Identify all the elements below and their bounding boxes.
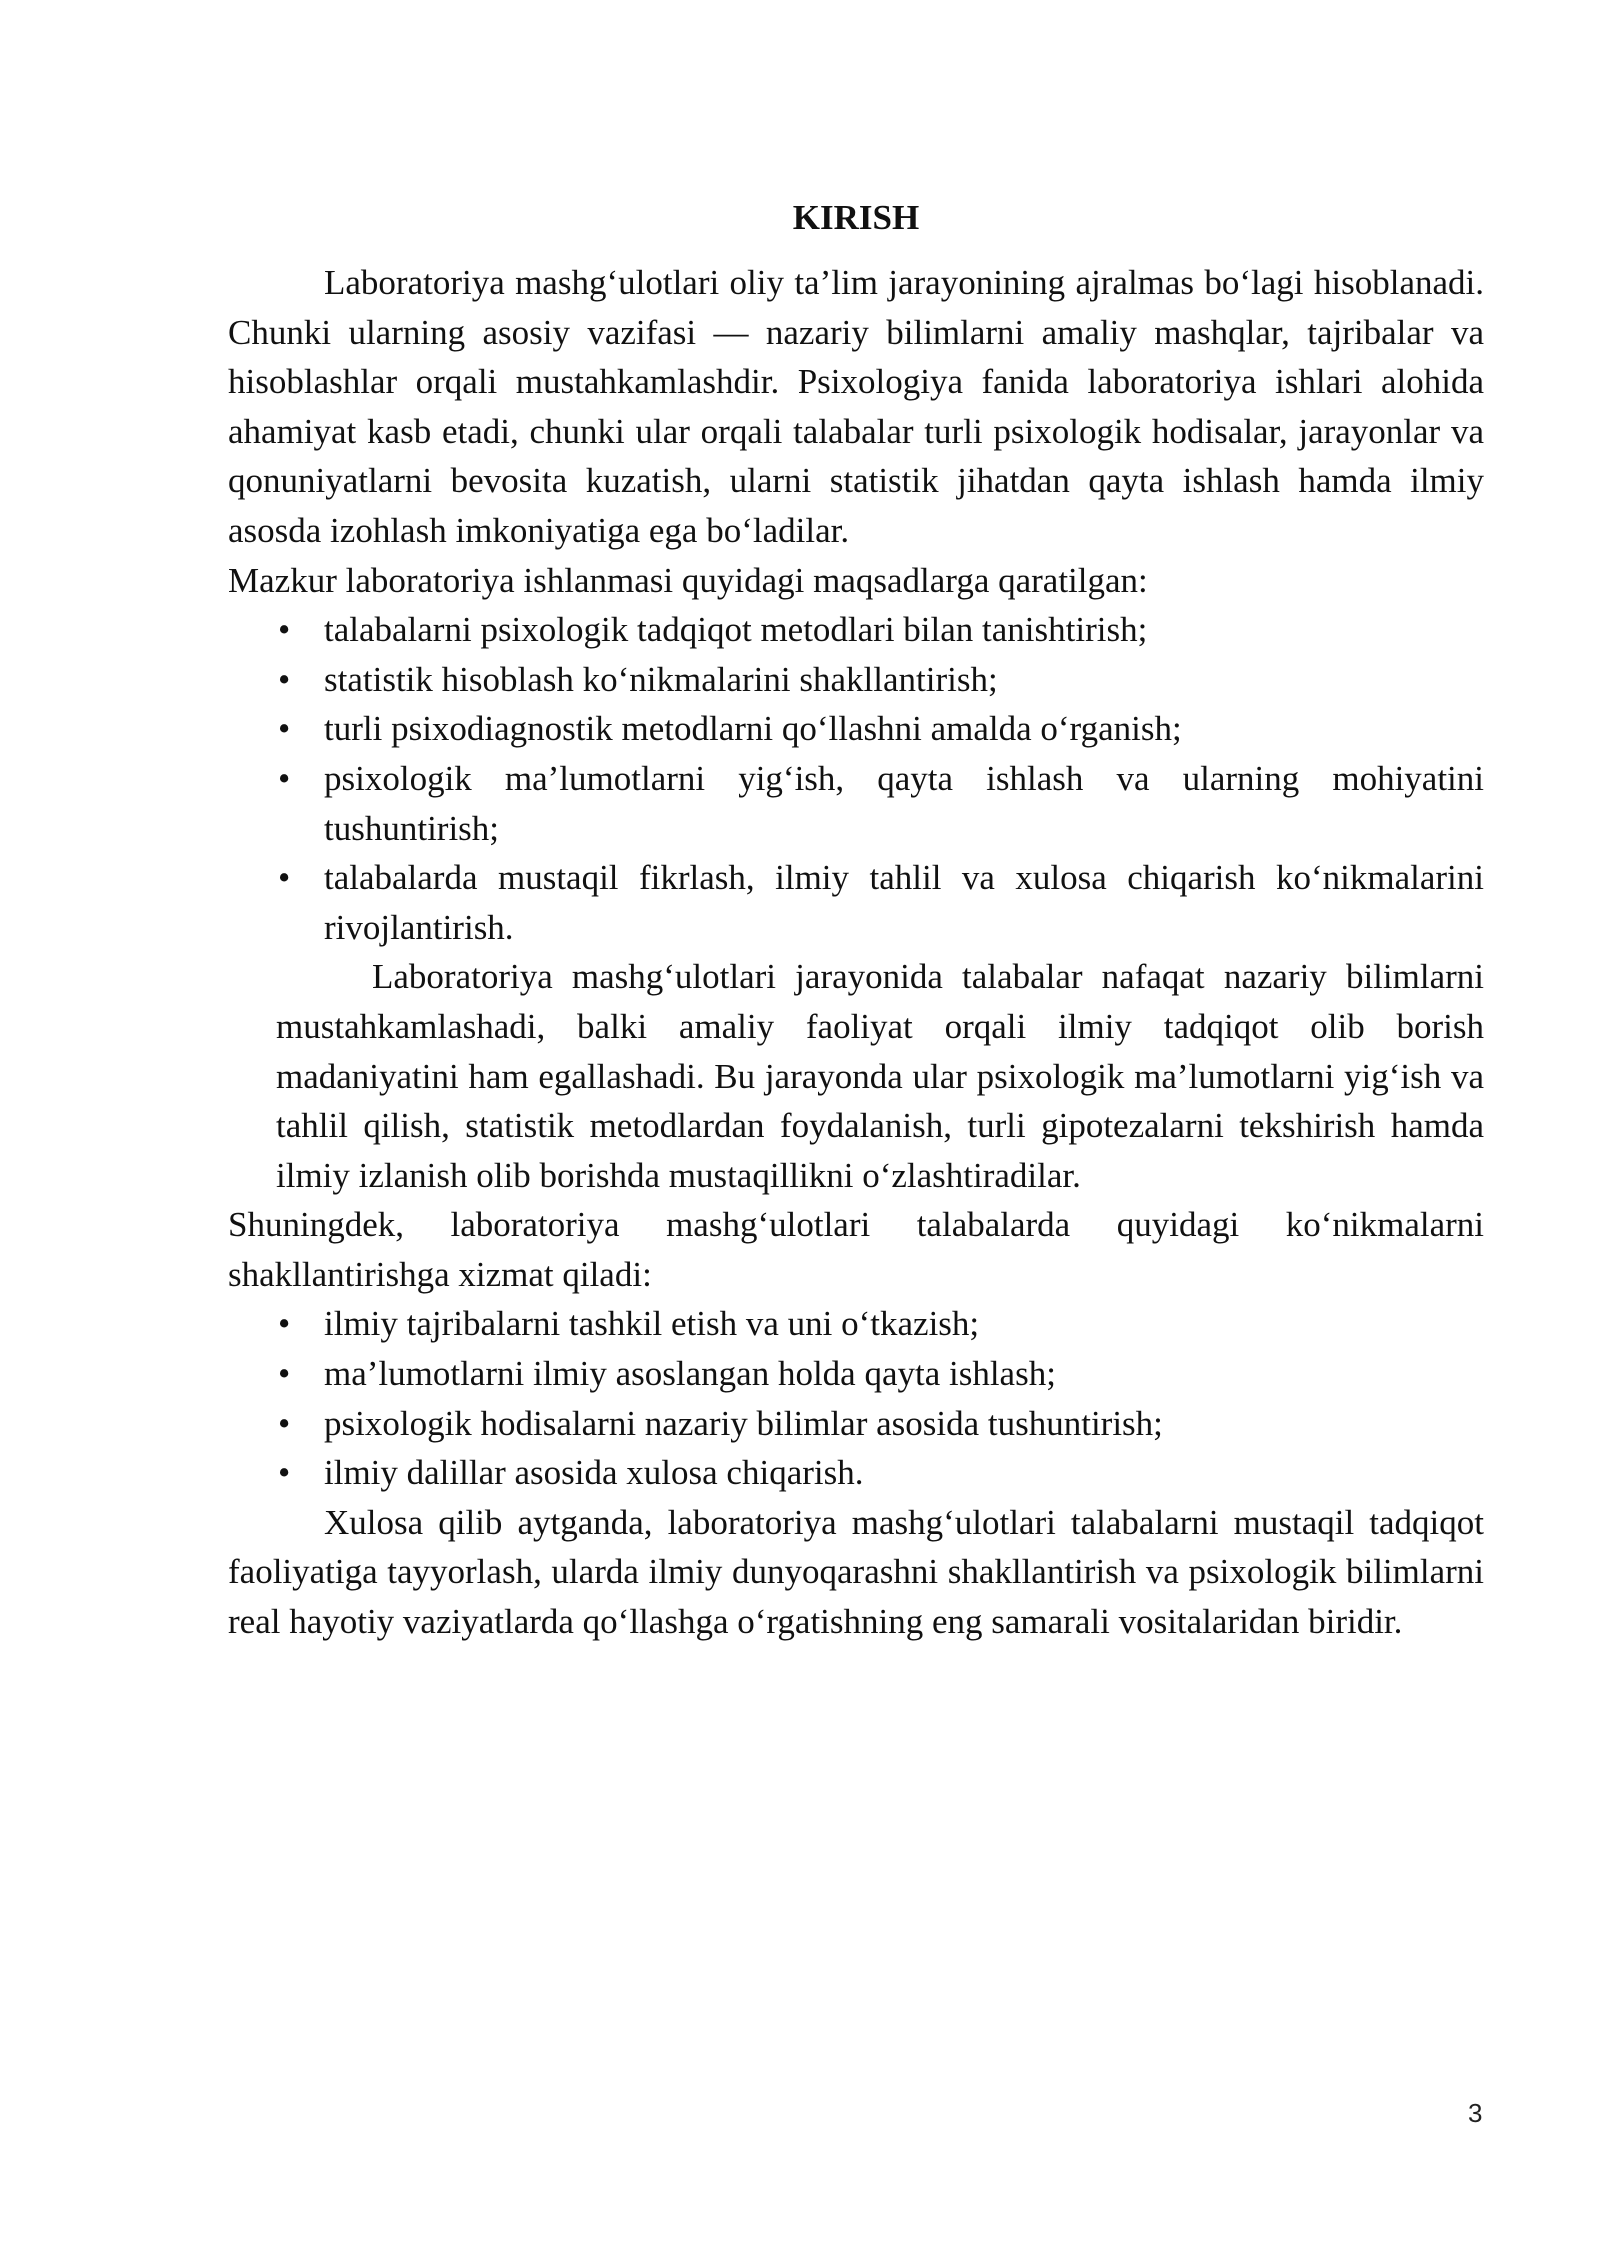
bullet-icon: • [278, 1354, 291, 1394]
skills-list [228, 1299, 1484, 1497]
list-item [228, 1448, 1484, 1498]
list-item-text: ilmiy dalillar asosida xulosa chiqarish. [324, 1453, 864, 1493]
bullet-icon: • [278, 1453, 291, 1493]
list-item [228, 704, 1484, 754]
goals-intro-paragraph: Mazkur laboratoriya ishlanmasi quyidagi maqsadlarga qaratilgan: [228, 560, 1148, 600]
list-item-text: turli psixodiagnostik metodlarni qo‘llashni amalda o‘rganish; [324, 709, 1182, 749]
list-item-text: ilmiy tajribalarni tashkil etish va uni o‘tkazish; [324, 1304, 980, 1344]
bullet-icon: • [278, 659, 291, 699]
list-item-text: psixologik ma’lumotlarni yig‘ish, qayta ishlash va ularning mohiyatini tushuntirish; [324, 758, 1484, 848]
skills-intro-paragraph: Shuningdek, laboratoriya mashg‘ulotlari talabalarda quyidagi ko‘nikmalarni shakllantirishga xizmat qiladi: [228, 1205, 1484, 1294]
conclusion-paragraph: Xulosa qilib aytganda, laboratoriya mashg‘ulotlari talabalarni mustaqil tadqiqot faoliyatiga tayyorlash, ularda ilmiy dunyoqarashni shakllantirish va psixologik bilimlarni real hayotiy vaziyatlarda qo‘llashga o‘rgatishning eng samarali vositalaridan biridir. [228, 1502, 1484, 1642]
list-item-text: psixologik hodisalarni nazariy bilimlar asosida tushuntirish; [324, 1403, 1163, 1443]
intro-paragraph: Laboratoriya mashg‘ulotlari oliy ta’lim jarayonining ajralmas bo‘lagi hisoblanadi. Chunki ularning asosiy vazifasi — nazariy bilimlarni amaliy mashqlar, tajribalar va hisoblashlar orqali mustahkamlashdir. Psixologiya fanida laboratoriya ishlari alohida ahamiyat kasb etadi, chunki ular orqali talabalar turli psixologik hodisalar, jarayonlar va qonuniyatlarni bevosita kuzatish, ularni statistik jihatdan qayta ishlash hamda ilmiy asosda izohlash imkoniyatiga ega bo‘ladilar. [228, 263, 1484, 550]
bullet-icon: • [278, 1403, 291, 1443]
list-item-text: talabalarda mustaqil fikrlash, ilmiy tahlil va xulosa chiqarish ko‘nikmalarini rivojlantirish. [324, 858, 1484, 947]
list-item [228, 853, 1484, 952]
list-item [228, 754, 1484, 853]
list-item-text: statistik hisoblash ko‘nikmalarini shakllantirish; [324, 659, 998, 699]
list-item [228, 1349, 1484, 1399]
list-item [228, 1399, 1484, 1449]
bullet-icon: • [278, 1304, 291, 1344]
bullet-icon: • [278, 610, 291, 650]
goals-list [228, 605, 1484, 952]
process-paragraph: Laboratoriya mashg‘ulotlari jarayonida talabalar nafaqat nazariy bilimlarni mustahkamlashadi, balki amaliy faoliyat orqali ilmiy tadqiqot olib borish madaniyatini ham egallashadi. Bu jarayonda ular psixologik ma’lumotlarni yig‘ish va tahlil qilish, statistik metodlardan foydalanish, turli gipotezalarni tekshirish hamda ilmiy izlanish olib borishda mustaqillikni o‘zlashtiradilar. [276, 957, 1484, 1195]
list-item [228, 1299, 1484, 1349]
page-title: KIRISH [792, 198, 920, 237]
page-content [228, 188, 1484, 1647]
bullet-icon: • [278, 758, 291, 798]
list-item [228, 655, 1484, 705]
list-item-text: talabalarni psixologik tadqiqot metodlari bilan tanishtirish; [324, 610, 1148, 650]
page-number: 3 [1468, 2098, 1483, 2128]
list-item-text: ma’lumotlarni ilmiy asoslangan holda qayta ishlash; [324, 1354, 1056, 1394]
list-item [228, 605, 1484, 655]
bullet-icon: • [278, 709, 291, 749]
bullet-icon: • [278, 858, 291, 898]
